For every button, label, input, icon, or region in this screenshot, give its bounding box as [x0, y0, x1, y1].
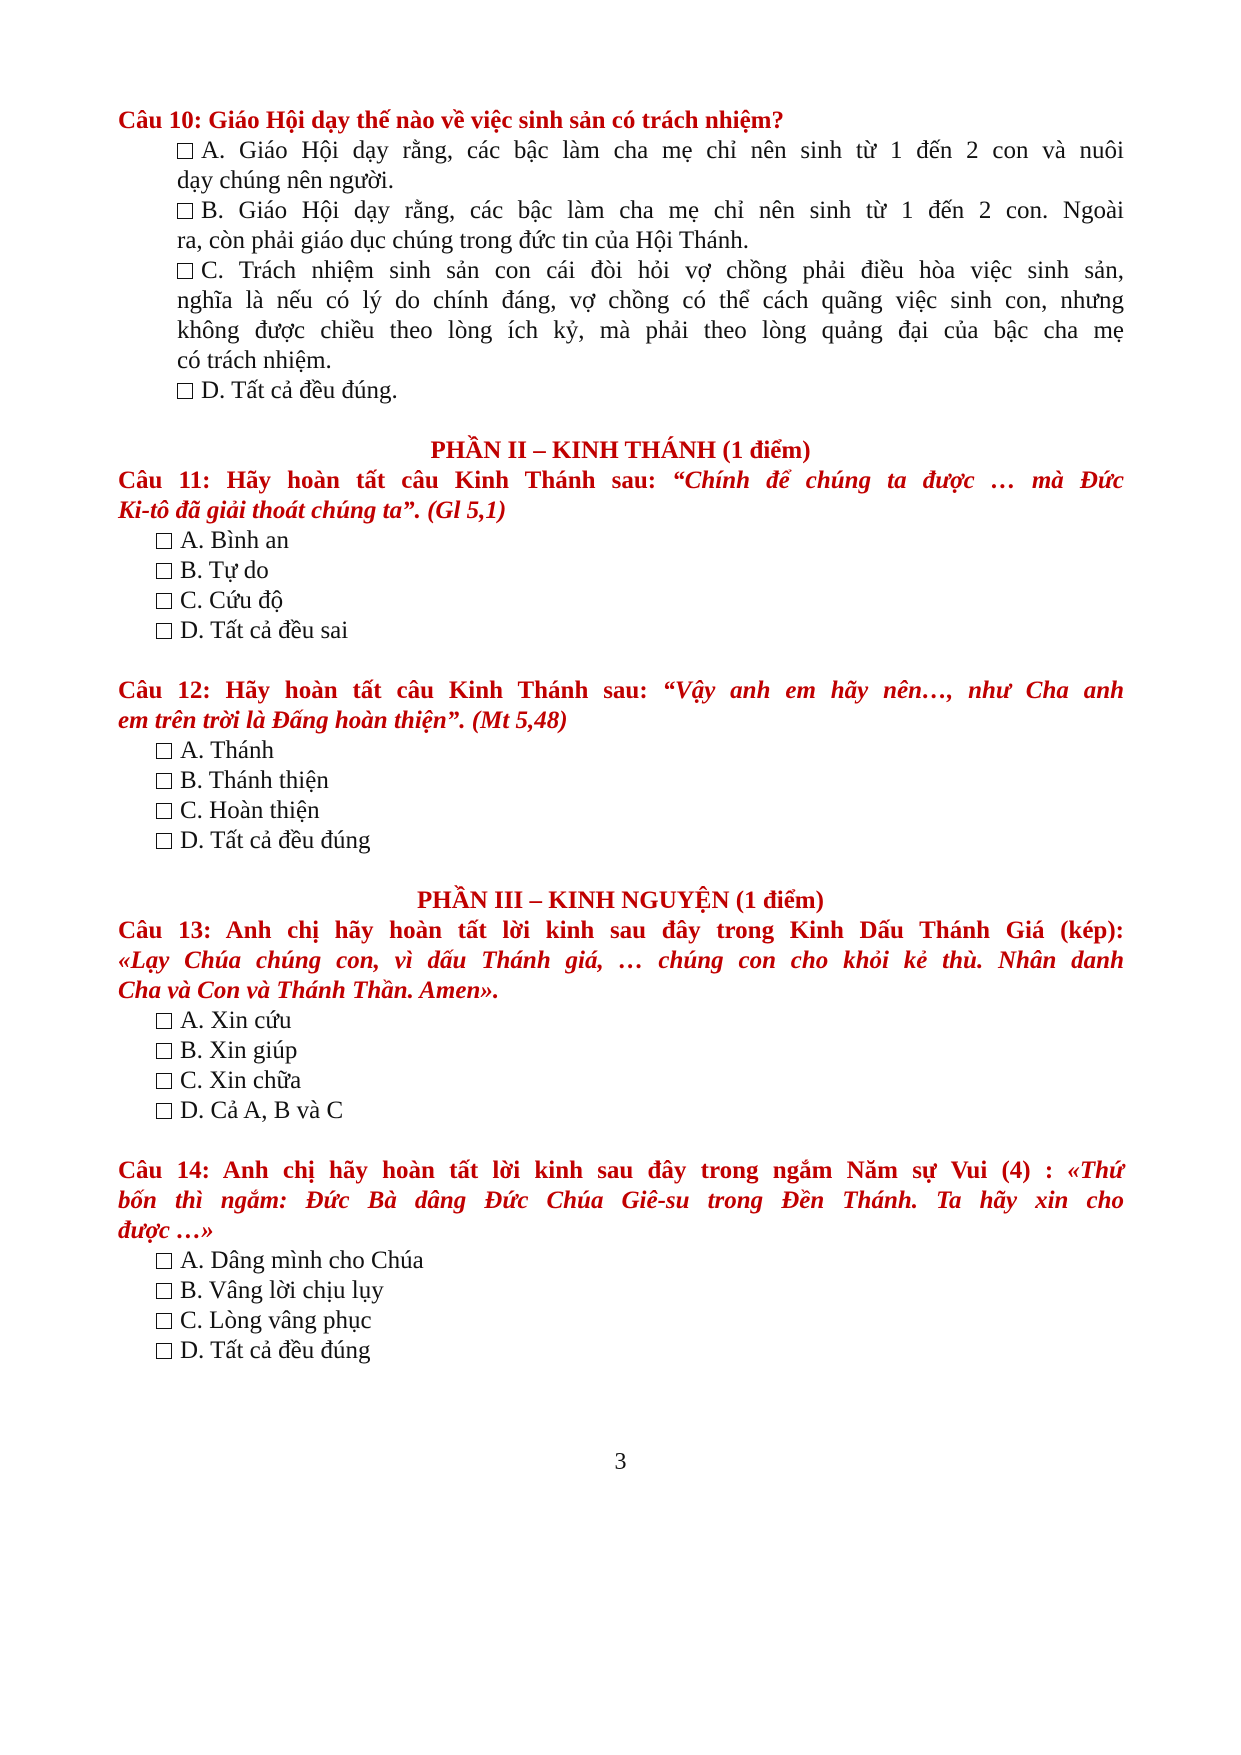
- checkbox-icon[interactable]: [177, 143, 193, 159]
- q10-title: Câu 10: Giáo Hội dạy thế nào về việc sinh sản có trách nhiệm?: [118, 107, 784, 134]
- q11-option-a[interactable]: A. Bình an: [156, 524, 289, 557]
- q10-option-b[interactable]: B. Giáo Hội dạy rằng, các bậc làm cha mẹ chỉ nên sinh từ 1 đến 2 con. Ngoài: [177, 194, 1124, 227]
- checkbox-icon[interactable]: [156, 1043, 172, 1059]
- checkbox-icon[interactable]: [177, 383, 193, 399]
- q11-option-c[interactable]: C. Cứu độ: [156, 584, 283, 617]
- checkbox-icon[interactable]: [156, 1283, 172, 1299]
- checkbox-icon[interactable]: [156, 773, 172, 789]
- q11-option-b[interactable]: B. Tự do: [156, 554, 269, 587]
- q10-option-a-cont: dạy chúng nên người.: [177, 167, 395, 194]
- q10-option-c-cont: nghĩa là nếu có lý do chính đáng, vợ chồng có thể cách quãng việc sinh con, nhưng: [177, 287, 1124, 314]
- checkbox-icon[interactable]: [156, 803, 172, 819]
- q10-option-d[interactable]: D. Tất cả đều đúng.: [177, 374, 398, 407]
- q12-option-b[interactable]: B. Thánh thiện: [156, 764, 329, 797]
- q12-option-c[interactable]: C. Hoàn thiện: [156, 794, 320, 827]
- checkbox-icon[interactable]: [156, 1313, 172, 1329]
- q13-title-cont: «Lạy Chúa chúng con, vì dấu Thánh giá, … chúng con cho khỏi kẻ thù. Nhân danh: [118, 947, 1124, 974]
- q10-option-c-cont: không được chiều theo lòng ích kỷ, mà phải theo lòng quảng đại của bậc cha mẹ: [177, 317, 1124, 344]
- checkbox-icon[interactable]: [156, 743, 172, 759]
- checkbox-icon[interactable]: [156, 593, 172, 609]
- q11-option-d[interactable]: D. Tất cả đều sai: [156, 614, 348, 647]
- q14-option-b[interactable]: B. Vâng lời chịu lụy: [156, 1274, 384, 1307]
- checkbox-icon[interactable]: [156, 1013, 172, 1029]
- q14-title-cont: được …»: [118, 1217, 214, 1244]
- q12-option-a[interactable]: A. Thánh: [156, 734, 274, 767]
- checkbox-icon[interactable]: [156, 1343, 172, 1359]
- q10-option-a[interactable]: A. Giáo Hội dạy rằng, các bậc làm cha mẹ chỉ nên sinh từ 1 đến 2 con và nuôi: [177, 134, 1124, 167]
- q10-option-c-cont: có trách nhiệm.: [177, 347, 332, 374]
- q11-title: Câu 11: Hãy hoàn tất câu Kinh Thánh sau: “Chính để chúng ta được … mà Đức: [118, 467, 1125, 494]
- checkbox-icon[interactable]: [156, 1073, 172, 1089]
- checkbox-icon[interactable]: [156, 533, 172, 549]
- q12-title: Câu 12: Hãy hoàn tất câu Kinh Thánh sau: “Vậy anh em hãy nên…, như Cha anh: [118, 677, 1125, 704]
- q13-option-b[interactable]: B. Xin giúp: [156, 1034, 297, 1067]
- q14-option-a[interactable]: A. Dâng mình cho Chúa: [156, 1244, 424, 1277]
- q13-title-cont: Cha và Con và Thánh Thần. Amen».: [118, 977, 500, 1004]
- checkbox-icon[interactable]: [177, 203, 193, 219]
- checkbox-icon[interactable]: [177, 263, 193, 279]
- q14-title: Câu 14: Anh chị hãy hoàn tất lời kinh sau đây trong ngắm Năm sự Vui (4) : «Thứ: [118, 1157, 1124, 1184]
- section-heading-part3: PHẦN III – KINH NGUYỆN (1 điểm): [417, 887, 824, 914]
- q12-option-d[interactable]: D. Tất cả đều đúng: [156, 824, 370, 857]
- checkbox-icon[interactable]: [156, 623, 172, 639]
- checkbox-icon[interactable]: [156, 833, 172, 849]
- page-number: 3: [614, 1449, 627, 1475]
- q14-title-cont: bốn thì ngắm: Đức Bà dâng Đức Chúa Giê-su trong Đền Thánh. Ta hãy xin cho: [118, 1187, 1124, 1214]
- q13-option-d[interactable]: D. Cả A, B và C: [156, 1094, 343, 1127]
- q10-option-b-cont: ra, còn phải giáo dục chúng trong đức tin của Hội Thánh.: [177, 227, 749, 254]
- q14-option-c[interactable]: C. Lòng vâng phục: [156, 1304, 372, 1337]
- section-heading-part2: PHẦN II – KINH THÁNH (1 điểm): [430, 437, 811, 464]
- q13-title: Câu 13: Anh chị hãy hoàn tất lời kinh sau đây trong Kinh Dấu Thánh Giá (kép):: [118, 917, 1124, 944]
- q13-option-a[interactable]: A. Xin cứu: [156, 1004, 291, 1037]
- checkbox-icon[interactable]: [156, 1103, 172, 1119]
- q12-title-cont: em trên trời là Đấng hoàn thiện”. (Mt 5,48): [118, 707, 568, 734]
- q10-option-c[interactable]: C. Trách nhiệm sinh sản con cái đòi hỏi vợ chồng phải điều hòa việc sinh sản,: [177, 254, 1124, 287]
- q14-option-d[interactable]: D. Tất cả đều đúng: [156, 1334, 370, 1367]
- checkbox-icon[interactable]: [156, 563, 172, 579]
- q11-title-cont: Ki-tô đã giải thoát chúng ta”. (Gl 5,1): [118, 497, 507, 524]
- q13-option-c[interactable]: C. Xin chữa: [156, 1064, 301, 1097]
- checkbox-icon[interactable]: [156, 1253, 172, 1269]
